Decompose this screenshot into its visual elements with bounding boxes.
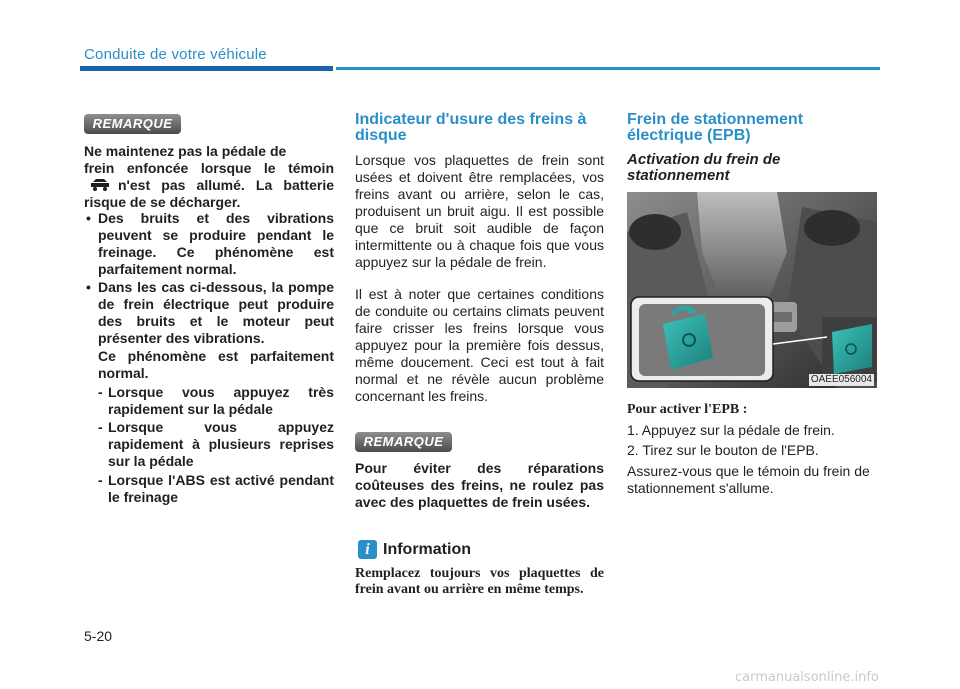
information-label: Information: [383, 541, 471, 558]
normal-note: Ce phénomène est parfaitement normal.: [98, 348, 334, 381]
remark-line: risque de se décharger.: [84, 194, 241, 210]
page-number: 5-20: [84, 628, 113, 644]
epb-console-photo: [627, 192, 877, 388]
information-icon: i: [358, 540, 377, 559]
bullet-item: [84, 279, 334, 347]
brake-warning-icon: [90, 178, 110, 192]
dash-mark: -: [98, 384, 103, 400]
section-header-title: Conduite de votre véhicule: [84, 46, 267, 63]
information-text: Remplacez toujours vos plaquettes de frein avant ou arrière en même temps.: [355, 566, 604, 597]
remark-line: n'est pas allumé. La batterie: [118, 177, 334, 193]
section-title-epb: Frein de stationnement électrique (EPB): [627, 111, 804, 144]
dash-mark: -: [98, 419, 103, 435]
image-code: OAEE056004: [810, 374, 872, 385]
dash-mark: -: [98, 472, 103, 488]
paragraph-wear-2: Il est à noter que certaines conditions de conduite ou certains climats peuvent faire crisser les freins lorsque vous appuyez pour la première fois dessus, même doucement. Ceci est tout à fait normal et ne révèle aucun problème concernant les freins.: [355, 286, 604, 404]
remark-line: Ne maintenez pas la pédale de: [84, 143, 287, 159]
subtitle-activation: Activation du frein de stationnement: [627, 151, 781, 184]
section-title-disc-wear: Indicateur d'usure des freins à disque: [355, 111, 587, 144]
remark-paragraph: Pour éviter des réparations coûteuses des freins, ne roulez pas avec des plaquettes de frein usées.: [355, 460, 604, 510]
final-note: Assurez-vous que le témoin du frein de stationnement s'allume.: [627, 463, 870, 496]
activate-heading: Pour activer l'EPB :: [627, 402, 748, 417]
bullet-dot: •: [86, 279, 91, 295]
dash-text: Lorsque vous appuyez rapidement à plusieurs reprises sur la pédale: [108, 419, 334, 469]
dash-item: [98, 384, 334, 418]
dash-item: [98, 419, 334, 470]
bullet-item: [84, 210, 334, 278]
remark-badge: REMARQUE: [84, 114, 181, 134]
dash-text: Lorsque vous appuyez très rapidement sur la pédale: [108, 384, 334, 417]
remark-line: frein enfoncée lorsque le témoin: [84, 160, 334, 176]
remark-badge: REMARQUE: [355, 432, 452, 452]
dash-item: [98, 472, 334, 506]
bullet-text: Des bruits et des vibrations peuvent se produire pendant le freinage. Ce phénomène est parfaitement normal.: [98, 210, 334, 277]
step-2: 2. Tirez sur le bouton de l'EPB.: [627, 442, 819, 458]
bullet-text: Dans les cas ci-dessous, la pompe de frein électrique peut produire des bruits et le moteur peut présenter des vibrations.: [98, 279, 334, 346]
bullet-dot: •: [86, 210, 91, 226]
epb-console-illustration: [627, 192, 877, 388]
header-rule-light: [336, 67, 880, 70]
step-1: 1. Appuyez sur la pédale de frein.: [627, 422, 835, 438]
header-rule-dark: [80, 66, 333, 71]
watermark: carmanualsonline.info: [735, 670, 879, 685]
remark-paragraph: [84, 143, 334, 211]
paragraph-wear-1: Lorsque vos plaquettes de frein sont usées et doivent être remplacées, vos freins avant ou arrière, selon le cas, produisent un bruit aigu. Il est possible que ce bruit soit audible de façon intermittente ou à chaque fois que vous appuyez sur la pédale de frein.: [355, 152, 604, 270]
dash-text: Lorsque l'ABS est activé pendant le freinage: [108, 472, 334, 505]
